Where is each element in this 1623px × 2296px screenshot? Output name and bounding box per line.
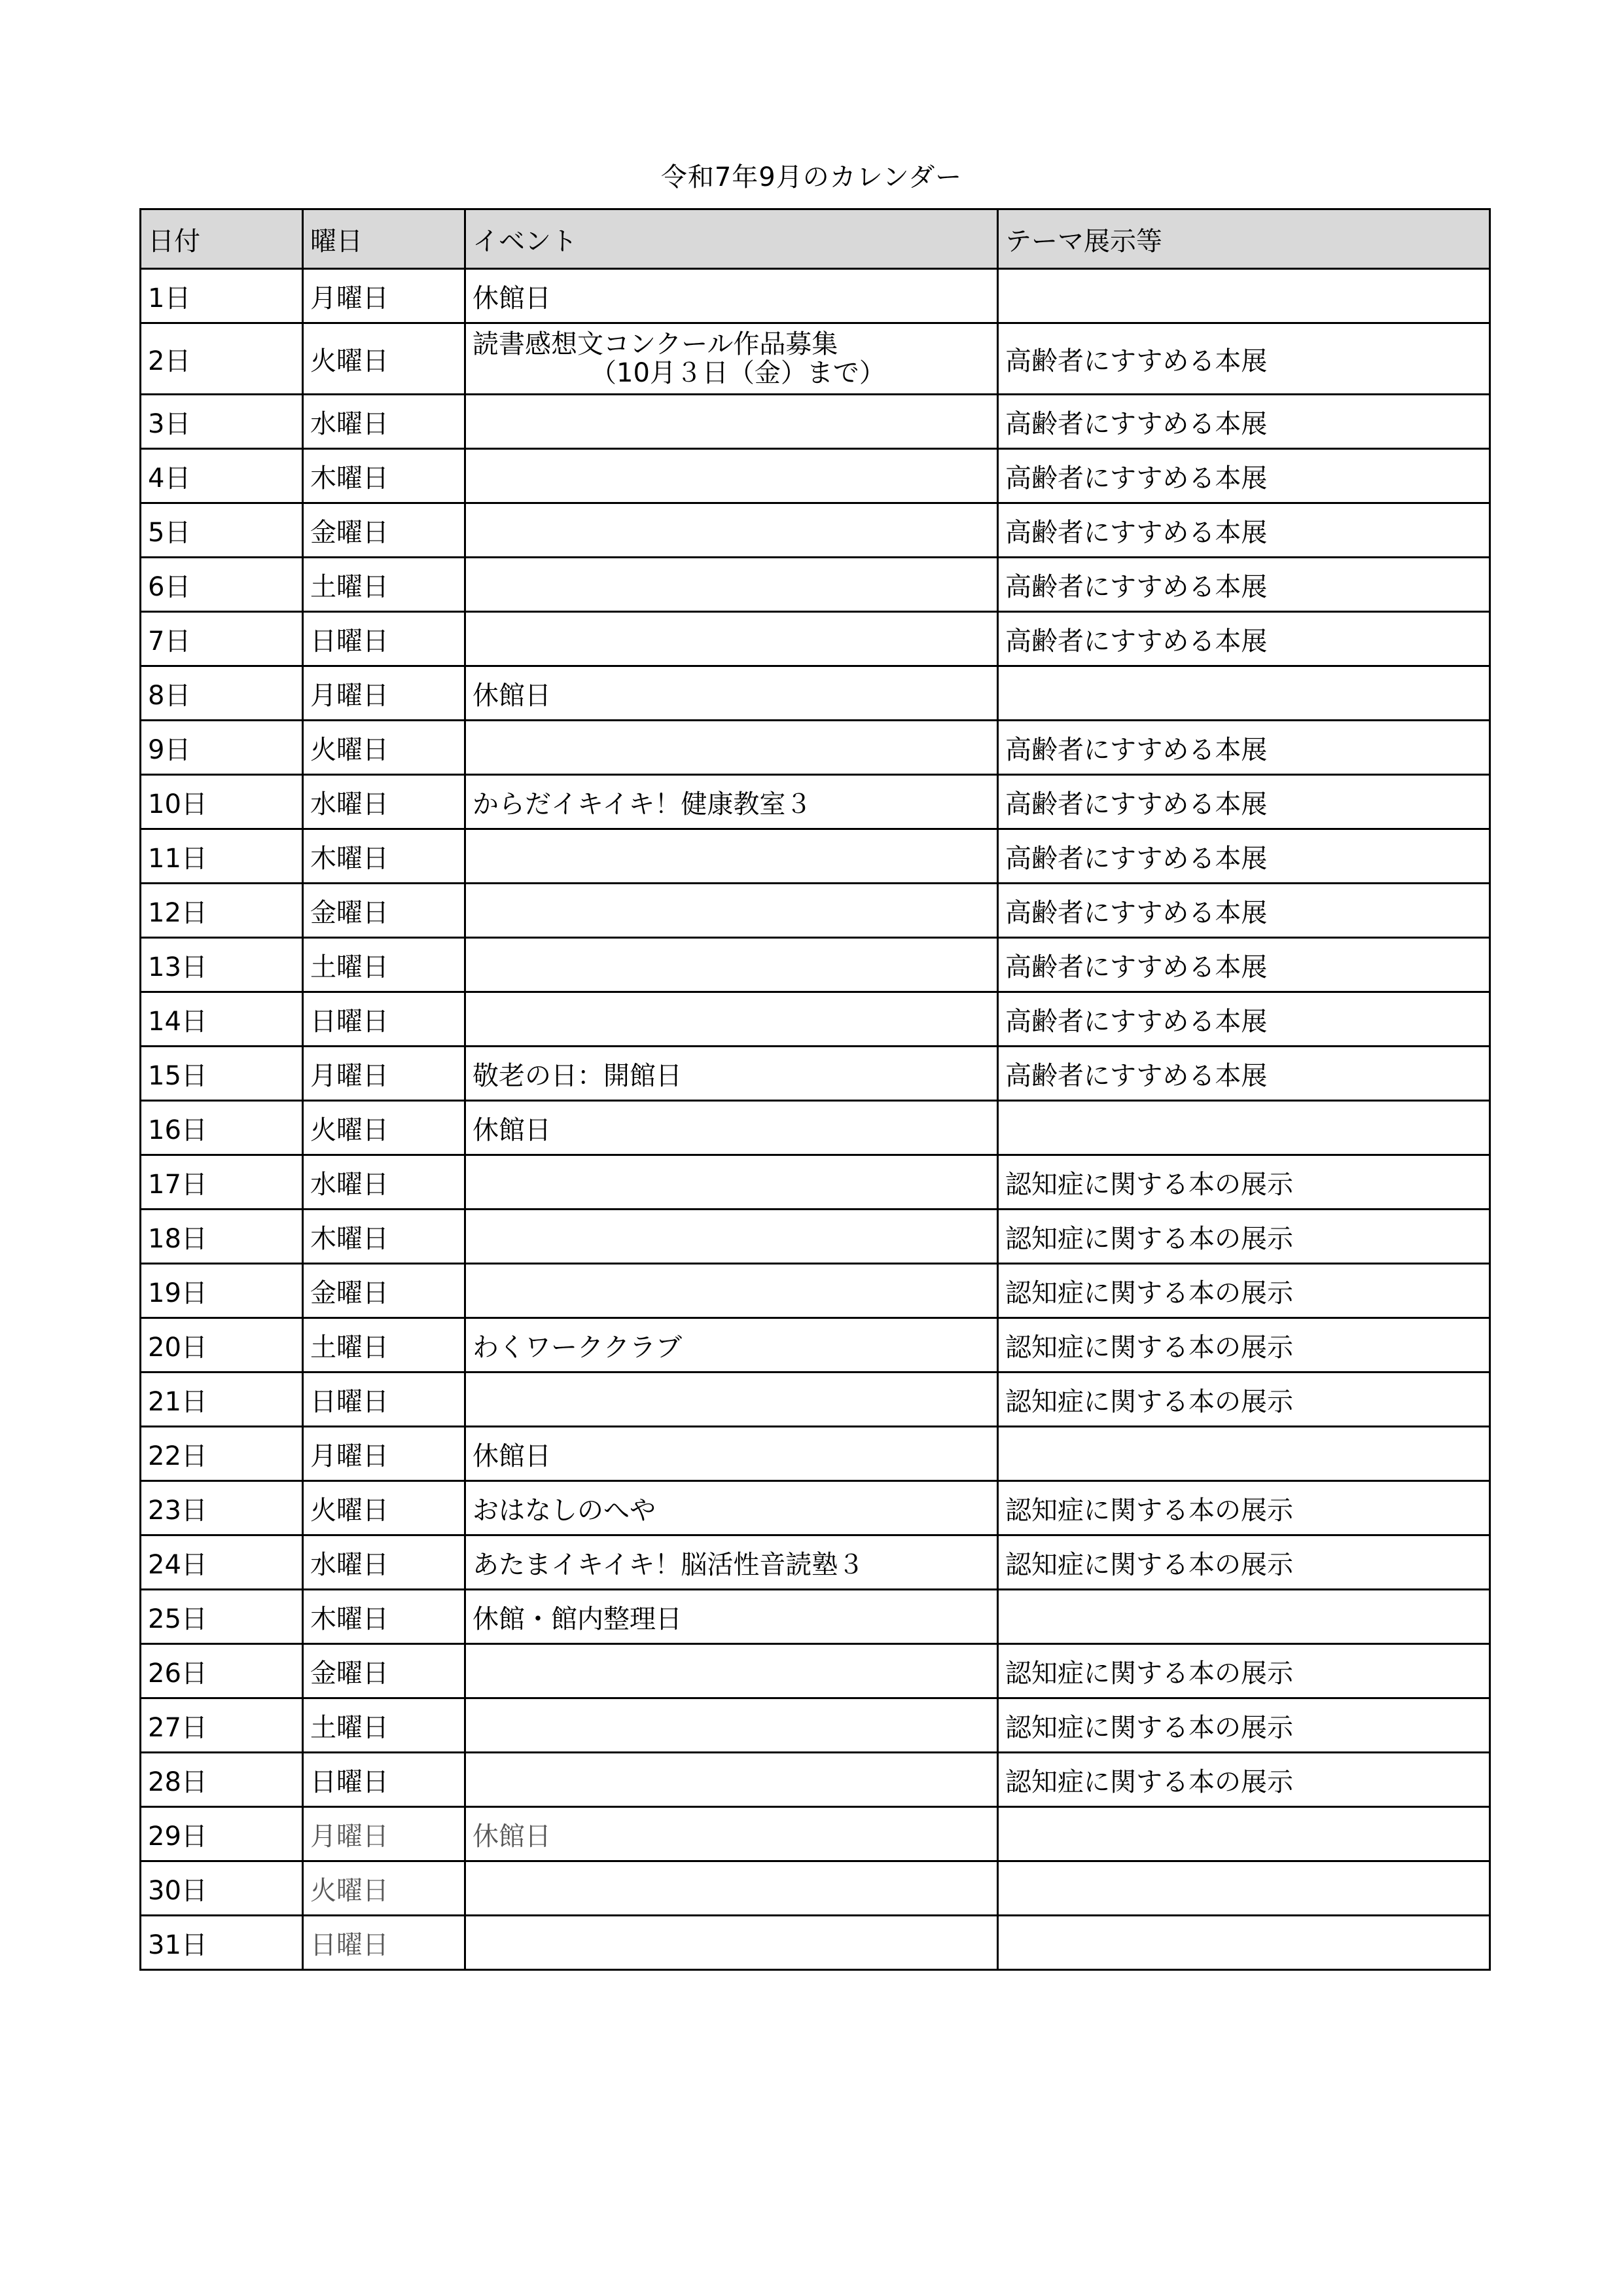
- date-cell: 3日: [141, 395, 303, 449]
- theme-cell: 認知症に関する本の展示: [998, 1698, 1490, 1753]
- date-cell: 14日: [141, 992, 303, 1047]
- weekday-cell: 水曜日: [303, 395, 465, 449]
- theme-cell: 高齢者にすすめる本展: [998, 829, 1490, 884]
- weekday-cell: 金曜日: [303, 1644, 465, 1698]
- table-row: [141, 1753, 1490, 1807]
- theme-cell: [998, 1807, 1490, 1861]
- weekday-cell: 日曜日: [303, 992, 465, 1047]
- event-note: （10月３日（金）まで）: [590, 358, 885, 388]
- table-row: [141, 1698, 1490, 1753]
- table-row: [141, 829, 1490, 884]
- theme-cell: 高齢者にすすめる本展: [998, 884, 1490, 938]
- date-cell: 25日: [141, 1590, 303, 1644]
- event-cell: [465, 1155, 998, 1210]
- weekday-cell: 月曜日: [303, 666, 465, 721]
- date-cell: 10日: [141, 775, 303, 829]
- event-cell: 休館日: [465, 269, 998, 323]
- event-cell: [465, 503, 998, 558]
- table-row: [141, 503, 1490, 558]
- theme-cell: 高齢者にすすめる本展: [998, 721, 1490, 775]
- table-row: [141, 1481, 1490, 1535]
- weekday-cell: 火曜日: [303, 1481, 465, 1535]
- theme-cell: 認知症に関する本の展示: [998, 1210, 1490, 1264]
- table-row: [141, 1644, 1490, 1698]
- theme-cell: 高齢者にすすめる本展: [998, 992, 1490, 1047]
- event-cell: [465, 938, 998, 992]
- date-cell: 30日: [141, 1861, 303, 1916]
- event-cell: [465, 1753, 998, 1807]
- date-cell: 2日: [141, 323, 303, 395]
- theme-cell: [998, 1861, 1490, 1916]
- event-cell: [465, 323, 998, 395]
- weekday-cell: 火曜日: [303, 1101, 465, 1155]
- theme-cell: 高齢者にすすめる本展: [998, 1047, 1490, 1101]
- date-cell: 28日: [141, 1753, 303, 1807]
- table-row: [141, 449, 1490, 503]
- date-cell: 12日: [141, 884, 303, 938]
- table-row: [141, 884, 1490, 938]
- weekday-cell: 日曜日: [303, 1916, 465, 1970]
- event-cell: [465, 449, 998, 503]
- theme-cell: 認知症に関する本の展示: [998, 1264, 1490, 1318]
- date-cell: 27日: [141, 1698, 303, 1753]
- event-cell: [465, 558, 998, 612]
- event-cell: [465, 829, 998, 884]
- table-row: [141, 1210, 1490, 1264]
- calendar-table: [139, 208, 1491, 1971]
- event-cell: [465, 992, 998, 1047]
- table-row: [141, 558, 1490, 612]
- date-cell: 22日: [141, 1427, 303, 1481]
- weekday-cell: 月曜日: [303, 1807, 465, 1861]
- weekday-cell: 金曜日: [303, 1264, 465, 1318]
- theme-cell: 高齢者にすすめる本展: [998, 503, 1490, 558]
- weekday-cell: 火曜日: [303, 1861, 465, 1916]
- event-cell: [465, 1264, 998, 1318]
- theme-cell: 高齢者にすすめる本展: [998, 938, 1490, 992]
- table-row: [141, 1101, 1490, 1155]
- event-cell: あたまイキイキ！脳活性音読塾３: [465, 1535, 998, 1590]
- date-cell: 9日: [141, 721, 303, 775]
- event-cell: おはなしのへや: [465, 1481, 998, 1535]
- event-cell: [465, 395, 998, 449]
- date-cell: 5日: [141, 503, 303, 558]
- date-cell: 13日: [141, 938, 303, 992]
- theme-cell: [998, 1101, 1490, 1155]
- header-event: イベント: [465, 209, 998, 269]
- weekday-cell: 日曜日: [303, 1753, 465, 1807]
- weekday-cell: 土曜日: [303, 558, 465, 612]
- theme-cell: 認知症に関する本の展示: [998, 1481, 1490, 1535]
- date-cell: 26日: [141, 1644, 303, 1698]
- weekday-cell: 土曜日: [303, 1698, 465, 1753]
- table-row: [141, 666, 1490, 721]
- table-row: [141, 269, 1490, 323]
- theme-cell: [998, 1427, 1490, 1481]
- table-row: [141, 1047, 1490, 1101]
- event-cell: からだイキイキ！健康教室３: [465, 775, 998, 829]
- weekday-cell: 水曜日: [303, 1155, 465, 1210]
- weekday-cell: 木曜日: [303, 449, 465, 503]
- theme-cell: [998, 269, 1490, 323]
- table-row: [141, 1318, 1490, 1372]
- date-cell: 11日: [141, 829, 303, 884]
- weekday-cell: 土曜日: [303, 1318, 465, 1372]
- table-row: [141, 612, 1490, 666]
- event-cell: [465, 1698, 998, 1753]
- theme-cell: 認知症に関する本の展示: [998, 1753, 1490, 1807]
- weekday-cell: 日曜日: [303, 1372, 465, 1427]
- weekday-cell: 火曜日: [303, 323, 465, 395]
- date-cell: 19日: [141, 1264, 303, 1318]
- event-cell: わくワーククラブ: [465, 1318, 998, 1372]
- theme-cell: 高齢者にすすめる本展: [998, 775, 1490, 829]
- table-row: [141, 992, 1490, 1047]
- theme-cell: [998, 1590, 1490, 1644]
- date-cell: 20日: [141, 1318, 303, 1372]
- page-title: 令和7年9月のカレンダー: [660, 162, 963, 192]
- event-cell: 休館日: [465, 1101, 998, 1155]
- table-row: [141, 1807, 1490, 1861]
- theme-cell: 認知症に関する本の展示: [998, 1318, 1490, 1372]
- date-cell: 18日: [141, 1210, 303, 1264]
- table-row: [141, 1916, 1490, 1970]
- theme-cell: 認知症に関する本の展示: [998, 1644, 1490, 1698]
- theme-cell: [998, 1916, 1490, 1970]
- date-cell: 4日: [141, 449, 303, 503]
- header-theme: テーマ展示等: [998, 209, 1490, 269]
- theme-cell: 高齢者にすすめる本展: [998, 449, 1490, 503]
- weekday-cell: 木曜日: [303, 1590, 465, 1644]
- date-cell: 1日: [141, 269, 303, 323]
- table-row: [141, 1590, 1490, 1644]
- event-cell: 休館日: [465, 1427, 998, 1481]
- event-cell: [465, 612, 998, 666]
- header-date: 日付: [141, 209, 303, 269]
- table-row: [141, 938, 1490, 992]
- theme-cell: 認知症に関する本の展示: [998, 1155, 1490, 1210]
- date-cell: 21日: [141, 1372, 303, 1427]
- table-row: [141, 1861, 1490, 1916]
- theme-cell: 高齢者にすすめる本展: [998, 323, 1490, 395]
- weekday-cell: 月曜日: [303, 1427, 465, 1481]
- date-cell: 24日: [141, 1535, 303, 1590]
- weekday-cell: 月曜日: [303, 1047, 465, 1101]
- theme-cell: 認知症に関する本の展示: [998, 1535, 1490, 1590]
- date-cell: 16日: [141, 1101, 303, 1155]
- weekday-cell: 金曜日: [303, 884, 465, 938]
- event-cell: [465, 1644, 998, 1698]
- table-row: [141, 323, 1490, 395]
- date-cell: 7日: [141, 612, 303, 666]
- theme-cell: 認知症に関する本の展示: [998, 1372, 1490, 1427]
- weekday-cell: 月曜日: [303, 269, 465, 323]
- event-cell: 敬老の日：開館日: [465, 1047, 998, 1101]
- event-cell: 休館・館内整理日: [465, 1590, 998, 1644]
- event-cell: 休館日: [465, 1807, 998, 1861]
- event-cell: 休館日: [465, 666, 998, 721]
- header-row: [141, 209, 1490, 269]
- date-cell: 15日: [141, 1047, 303, 1101]
- table-row: [141, 1264, 1490, 1318]
- event-cell: [465, 1210, 998, 1264]
- event-cell: [465, 1372, 998, 1427]
- date-cell: 17日: [141, 1155, 303, 1210]
- header-weekday: 曜日: [303, 209, 465, 269]
- table-row: [141, 1427, 1490, 1481]
- date-cell: 29日: [141, 1807, 303, 1861]
- weekday-cell: 木曜日: [303, 829, 465, 884]
- weekday-cell: 金曜日: [303, 503, 465, 558]
- event-cell: [465, 884, 998, 938]
- theme-cell: 高齢者にすすめる本展: [998, 612, 1490, 666]
- table-row: [141, 775, 1490, 829]
- weekday-cell: 水曜日: [303, 1535, 465, 1590]
- table-row: [141, 1155, 1490, 1210]
- date-cell: 23日: [141, 1481, 303, 1535]
- event-cell: [465, 1916, 998, 1970]
- weekday-cell: 水曜日: [303, 775, 465, 829]
- table-row: [141, 721, 1490, 775]
- date-cell: 31日: [141, 1916, 303, 1970]
- date-cell: 8日: [141, 666, 303, 721]
- event-cell: [465, 1861, 998, 1916]
- event-title: 読書感想文コンクール作品募集: [473, 329, 838, 359]
- weekday-cell: 木曜日: [303, 1210, 465, 1264]
- theme-cell: 高齢者にすすめる本展: [998, 395, 1490, 449]
- date-cell: 6日: [141, 558, 303, 612]
- event-cell: [465, 721, 998, 775]
- theme-cell: 高齢者にすすめる本展: [998, 558, 1490, 612]
- table-row: [141, 1535, 1490, 1590]
- theme-cell: [998, 666, 1490, 721]
- table-row: [141, 1372, 1490, 1427]
- table-row: [141, 395, 1490, 449]
- weekday-cell: 火曜日: [303, 721, 465, 775]
- weekday-cell: 土曜日: [303, 938, 465, 992]
- weekday-cell: 日曜日: [303, 612, 465, 666]
